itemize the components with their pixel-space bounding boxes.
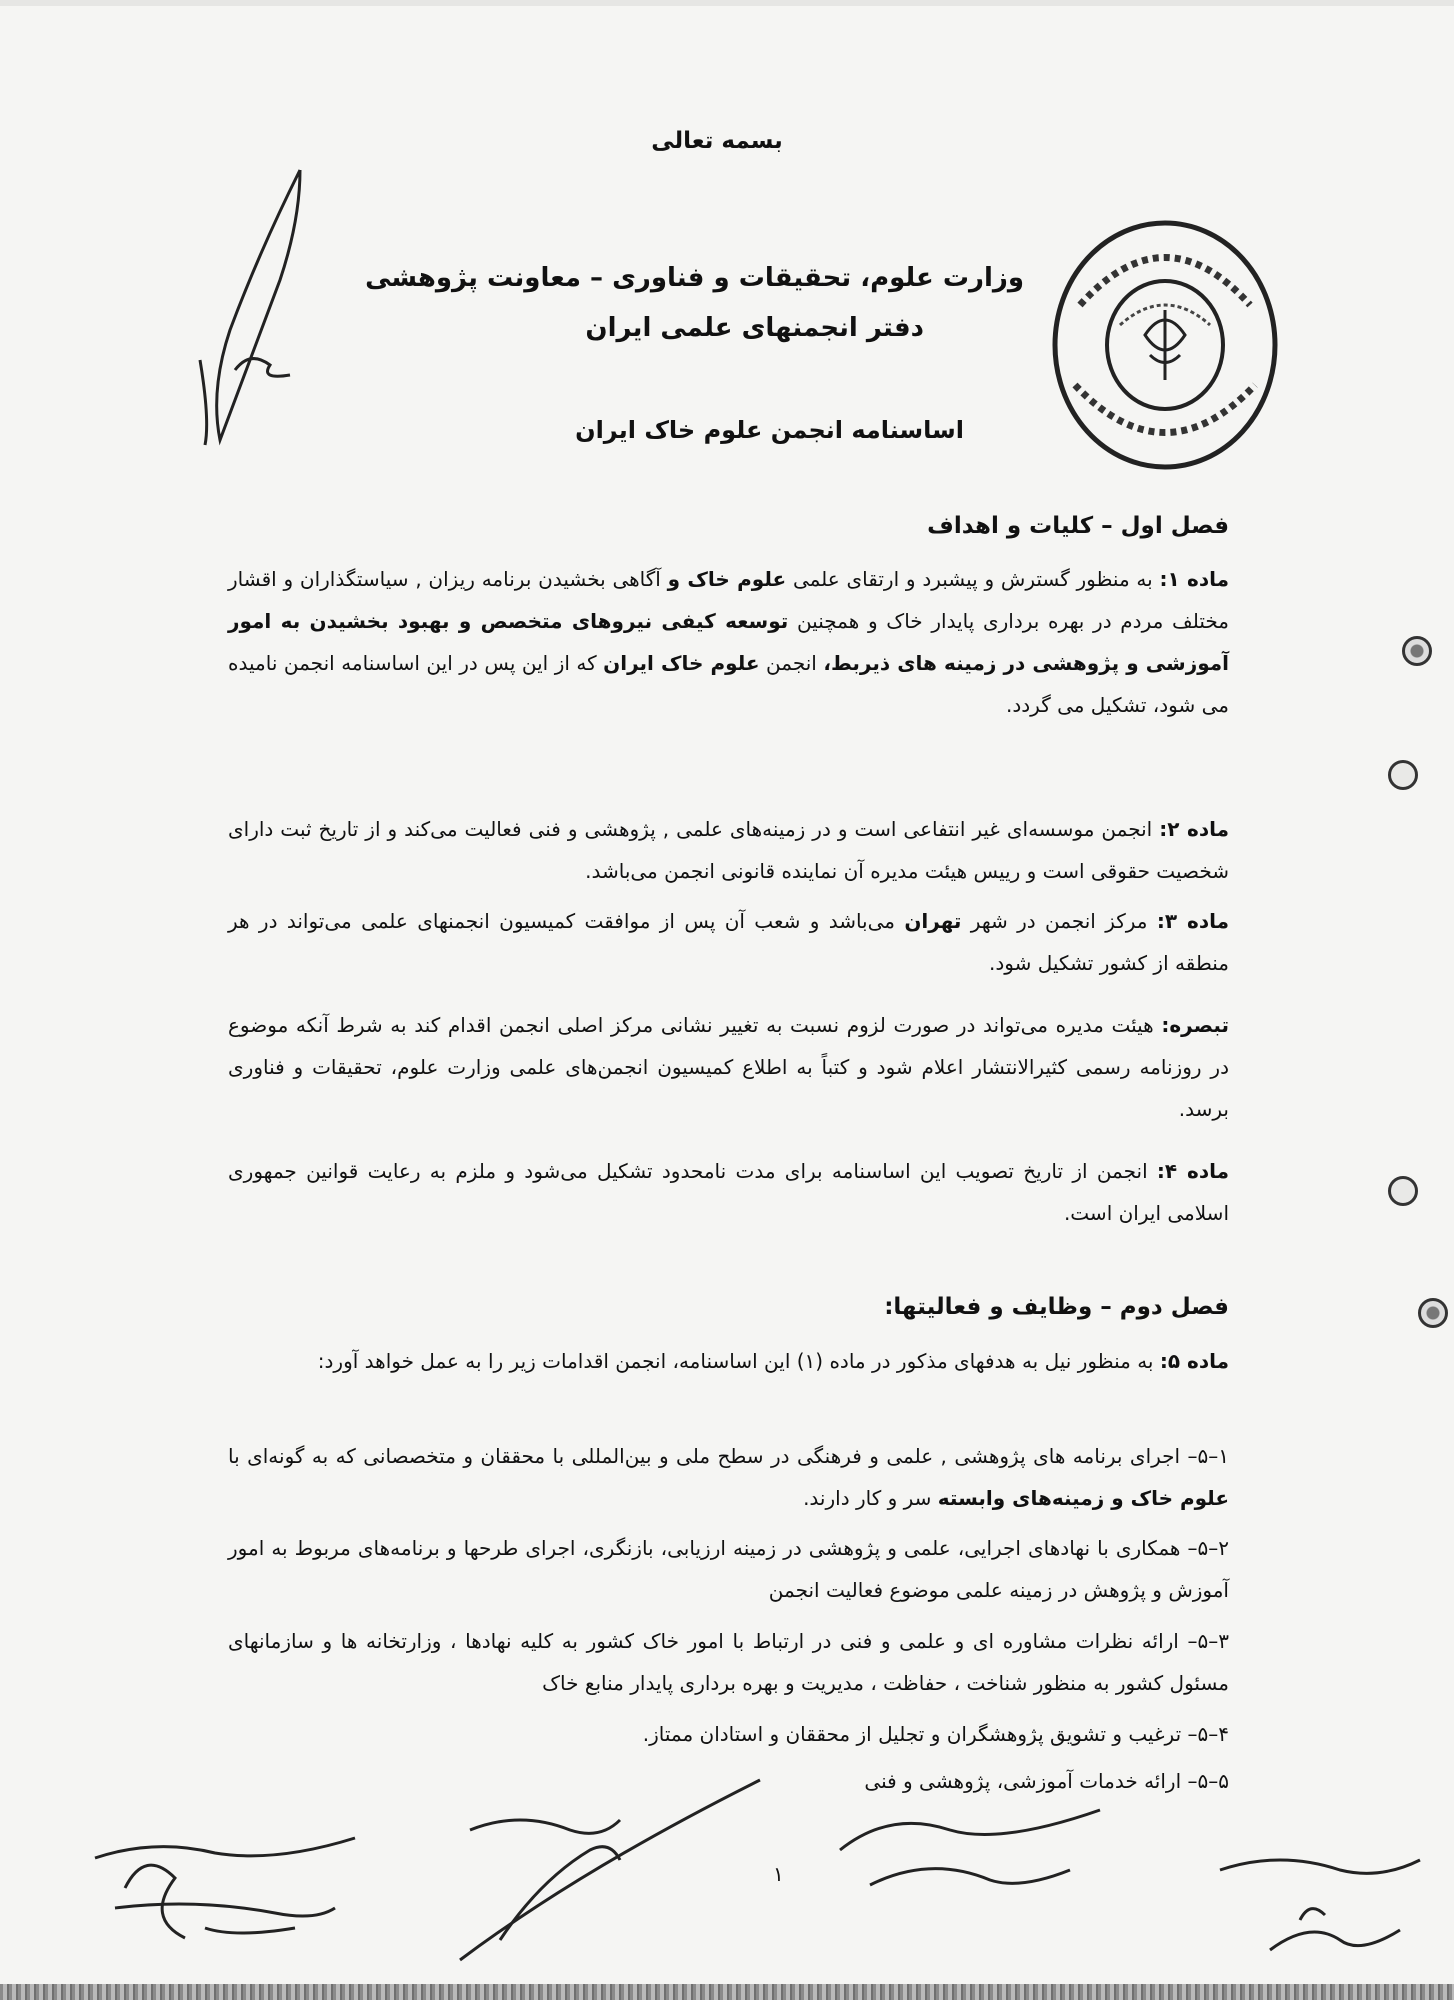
article2-text: انجمن موسسه‌ای غیر انتفاعی است و در زمینه‌های علمی , پژوهشی و فنی فعالیت می‌کند و از تاریخ ثبت دارای شخصیت حقوقی است و رییس هیئت مدیره آن نماینده قانونی انجمن می‌باشد. bbox=[228, 817, 1229, 883]
office-heading: دفتر انجمنهای علمی ایران bbox=[585, 313, 924, 343]
article1-text-1: به منظور گسترش و پیشبرد و ارتقای علمی bbox=[792, 567, 1153, 591]
article4-paragraph bbox=[228, 1150, 1229, 1234]
note-text: هیئت مدیره می‌تواند در صورت لزوم نسبت به تغییر نشانی مرکز اصلی انجمن اقدام کند به شرط آنکه موضوع در روزنامه رسمی کثیرالانتشار اعلام شود و کتباً به اطلاع کمیسیون انجمن‌های علمی وزارت علوم، تحقیقات و فناوری برسد. bbox=[228, 1013, 1229, 1121]
signature-4 bbox=[1210, 1830, 1430, 1970]
note-paragraph bbox=[228, 1004, 1229, 1130]
signature-2 bbox=[440, 1770, 770, 1970]
note-label: تبصره: bbox=[1161, 1013, 1229, 1037]
article5-paragraph bbox=[228, 1340, 1229, 1382]
article3-label: ماده ۳: bbox=[1156, 909, 1229, 933]
punch-hole-1 bbox=[1402, 636, 1432, 666]
list-item-5-4: ۴–۵– ترغیب و تشویق پژوهشگران و تجلیل از محققان و استادان ممتاز. bbox=[642, 1722, 1229, 1746]
punch-hole-2 bbox=[1388, 760, 1418, 790]
signature-1 bbox=[85, 1808, 375, 1958]
article1-text-3: انجمن bbox=[766, 651, 817, 675]
official-seal bbox=[1050, 215, 1280, 475]
article1-bold-3: علوم خاک ایران bbox=[603, 651, 760, 675]
article4-text: انجمن از تاریخ تصویب این اساسنامه برای مدت نامحدود تشکیل می‌شود و ملزم به رعایت قوانین جمهوری اسلامی ایران است. bbox=[228, 1159, 1229, 1225]
document-title: اساسنامه انجمن علوم خاک ایران bbox=[575, 416, 964, 444]
scan-edge-bottom bbox=[0, 1984, 1454, 2000]
article1-paragraph bbox=[228, 558, 1229, 726]
article5-label: ماده ۵: bbox=[1159, 1349, 1229, 1373]
article5-text: به منظور نیل به هدفهای مذکور در ماده (۱) این اساسنامه، انجمن اقدامات زیر را به عمل خواهد آورد: bbox=[317, 1349, 1154, 1373]
item-5-1-bold: علوم خاک و زمینه‌های وابسته bbox=[937, 1486, 1229, 1510]
article3-bold-city: تهران bbox=[904, 909, 962, 933]
page-number: ۱ bbox=[773, 1862, 784, 1886]
article1-bold-1: علوم خاک و bbox=[667, 567, 787, 591]
punch-hole-3 bbox=[1388, 1176, 1418, 1206]
article1-bold-2: توسعه کیفی نیروهای متخصص و بهبود بخشیدن به امور آموزشی و پژوهشی در زمینه های ذیربط، bbox=[228, 609, 1229, 675]
article3-text-1: مرکز انجمن در شهر bbox=[970, 909, 1148, 933]
list-item-5-3: ۳–۵– ارائه نظرات مشاوره ای و علمی و فنی در ارتباط با امور خاک کشور به کلیه نهادها ، وزارتخانه ها و سازمانهای مسئول کشور به منظور شناخت ، حفاظت ، مدیریت و بهره برداری پایدار منابع خاک bbox=[228, 1629, 1229, 1695]
article1-text-2: آگاهی بخشیدن برنامه ریزان , سیاستگذاران و اقشار مختلف مردم در بهره برداری پایدار خاک و همچنین bbox=[228, 567, 1230, 633]
signature-3 bbox=[830, 1790, 1110, 1900]
article3-text-2: می‌باشد و شعب آن پس از موافقت کمیسیون انجمنهای علمی می‌تواند در هر منطقه از کشور تشکیل شود. bbox=[228, 909, 1229, 975]
scan-edge-top bbox=[0, 0, 1454, 6]
article3-paragraph bbox=[228, 900, 1229, 984]
article1-label: ماده ۱: bbox=[1159, 567, 1230, 591]
chapter1-title: فصل اول – کلیات و اهداف bbox=[927, 513, 1229, 539]
article2-label: ماده ۲: bbox=[1159, 817, 1229, 841]
bismillah-heading: بسمه تعالی bbox=[651, 128, 783, 154]
item-5-1-text-2: سر و کار دارند. bbox=[803, 1486, 932, 1510]
chapter2-title: فصل دوم – وظایف و فعالیتها: bbox=[884, 1294, 1229, 1320]
list-item-5-2: ۲–۵– همکاری با نهادهای اجرایی، علمی و پژوهشی در زمینه ارزیابی، بازنگری، اجرای طرحها و برنامه‌های مربوط به امور آموزش و پژوهش در زمینه علمی موضوع فعالیت انجمن bbox=[228, 1536, 1229, 1602]
ministry-heading: وزارت علوم، تحقیقات و فناوری – معاونت پژوهشی bbox=[365, 263, 1024, 293]
article2-paragraph bbox=[228, 808, 1229, 892]
article1-text-4: که از این پس در این اساسنامه انجمن نامیده می شود، تشکیل می گردد. bbox=[228, 651, 1229, 717]
list-item-5-1 bbox=[228, 1435, 1229, 1519]
punch-hole-4 bbox=[1418, 1298, 1448, 1328]
handwritten-initials bbox=[190, 160, 330, 450]
list-item-5-5: ۵–۵– ارائه خدمات آموزشی، پژوهشی و فنی bbox=[864, 1769, 1229, 1793]
article4-label: ماده ۴: bbox=[1156, 1159, 1229, 1183]
item-5-1-text-1: ۱–۵– اجرای برنامه های پژوهشی , علمی و فرهنگی در سطح ملی و بین‌المللی با محققان و متخصصانی که به گونه‌ای با bbox=[228, 1444, 1229, 1468]
